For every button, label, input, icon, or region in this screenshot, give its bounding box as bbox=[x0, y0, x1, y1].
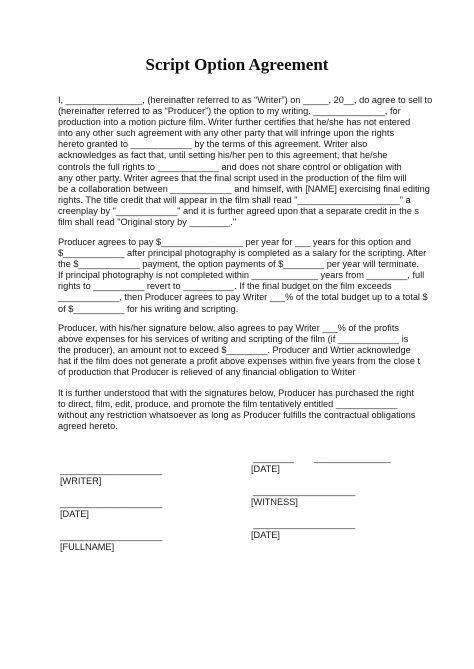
paragraph-line: without any restriction whatsoever as long as Producer fulfills the contractual obligations bbox=[58, 410, 416, 421]
paragraph-line: any other party. Writer agrees that the final script used in the production of the film will bbox=[58, 172, 407, 183]
paragraph-line: ____________, then Producer agrees to pay Writer ___% of the total budget up to a total $ bbox=[58, 292, 428, 303]
paragraph-line: to direct, film, edit, produce, and promote the film tentatively entitled ____________ bbox=[58, 399, 398, 410]
paragraph-grant-of-option bbox=[58, 95, 433, 228]
date-label: [DATE] bbox=[251, 464, 280, 474]
date-label: [DATE] bbox=[251, 530, 280, 540]
paragraph-line: hat if the film does not generate a profit above expenses within five years from the close t bbox=[58, 356, 421, 367]
paragraph-line: $____________ after principal photography is completed as a salary for the scripting. After bbox=[58, 248, 427, 259]
paragraph-line: hereto granted to ____________ by the terms of this agreement. Writer also bbox=[58, 139, 368, 150]
paragraph-line: Producer agrees to pay $________________ per year for ___ years for this option and bbox=[58, 237, 411, 247]
writer-signature-line: ____________________ bbox=[60, 465, 163, 475]
paragraph-payment-terms bbox=[58, 237, 428, 315]
paragraph-line: It is further understood that with the signatures below, Producer has purchased the right bbox=[58, 388, 414, 398]
witness-signature-line: ____________________ bbox=[253, 486, 356, 496]
paragraph-line: controls the full rights to ____________ and does not share control or obligation with bbox=[58, 161, 402, 172]
paragraph-line: of production that Producer is relieved of any financial obligation to Writer bbox=[58, 367, 356, 378]
date-signature-line: ____________________ bbox=[60, 498, 163, 508]
paragraph-line: the producer), an amount not to exceed $________. Producer and Wrtier acknowledge bbox=[58, 345, 411, 356]
paragraph-line: the $____________ payment, the option payments of $________ per year will terminate. bbox=[58, 259, 420, 270]
date-signature-line-long: _______________ bbox=[314, 453, 391, 463]
fullname-signature-line: ____________________ bbox=[60, 531, 163, 541]
paragraph-line: production into a motion picture film. Writer further certifies that he/she has not entered bbox=[58, 117, 411, 128]
paragraph-line: agreed hereto. bbox=[58, 421, 118, 432]
fullname-label: [FULLNAME] bbox=[60, 542, 115, 552]
paragraph-profit-share bbox=[58, 323, 420, 378]
document-title: Script Option Agreement bbox=[145, 55, 329, 74]
paragraph-line: (hereinafter referred to as “Producer”) the option to my writing. ______________, for bbox=[58, 106, 401, 117]
paragraph-line: rights. The title credit that will appear in the film shall read "____________________" a bbox=[58, 194, 411, 205]
date-signature-line: ____________________ bbox=[253, 519, 356, 529]
date-label: [DATE] bbox=[60, 509, 89, 519]
paragraph-line: film shall read "Original story by ________." bbox=[58, 217, 237, 228]
paragraph-rights-purchase bbox=[58, 388, 420, 432]
paragraph-line: acknowledges as fact that, until setting his/her pen to this agreement, that he/she bbox=[58, 150, 388, 161]
paragraph-line: be a collaboration between ____________ and himself, with [NAME] exercising final editing bbox=[58, 183, 430, 194]
paragraph-line: creenplay by "____________" and it is further agreed upon that a separate credit in the s bbox=[58, 205, 419, 216]
paragraph-line: If principal photography is not completed within _____________ years from ________, full bbox=[58, 270, 425, 281]
paragraph-line: above expenses for his services of writing and scripting of the film (if ____________ is bbox=[58, 334, 409, 345]
paragraph-line: I, _______________, (hereinafter referred to as “Writer”) on _____, 20__, do agree to sell to bbox=[58, 95, 433, 105]
writer-label: [WRITER] bbox=[60, 476, 102, 486]
date-signature-line-short: ________ bbox=[253, 453, 294, 463]
paragraph-line: rights to __________ revert to __________. If the final budget on the film exceeds bbox=[58, 281, 392, 292]
paragraph-line: of $__________ for his writing and scripting. bbox=[58, 303, 239, 314]
paragraph-line: Producer, with his/her signature below, also agrees to pay Writer ___% of the profits bbox=[58, 323, 399, 333]
witness-label: [WITNESS] bbox=[251, 497, 298, 507]
paragraph-line: into any other such agreement with any other party that will infringe upon the rights bbox=[58, 128, 395, 139]
